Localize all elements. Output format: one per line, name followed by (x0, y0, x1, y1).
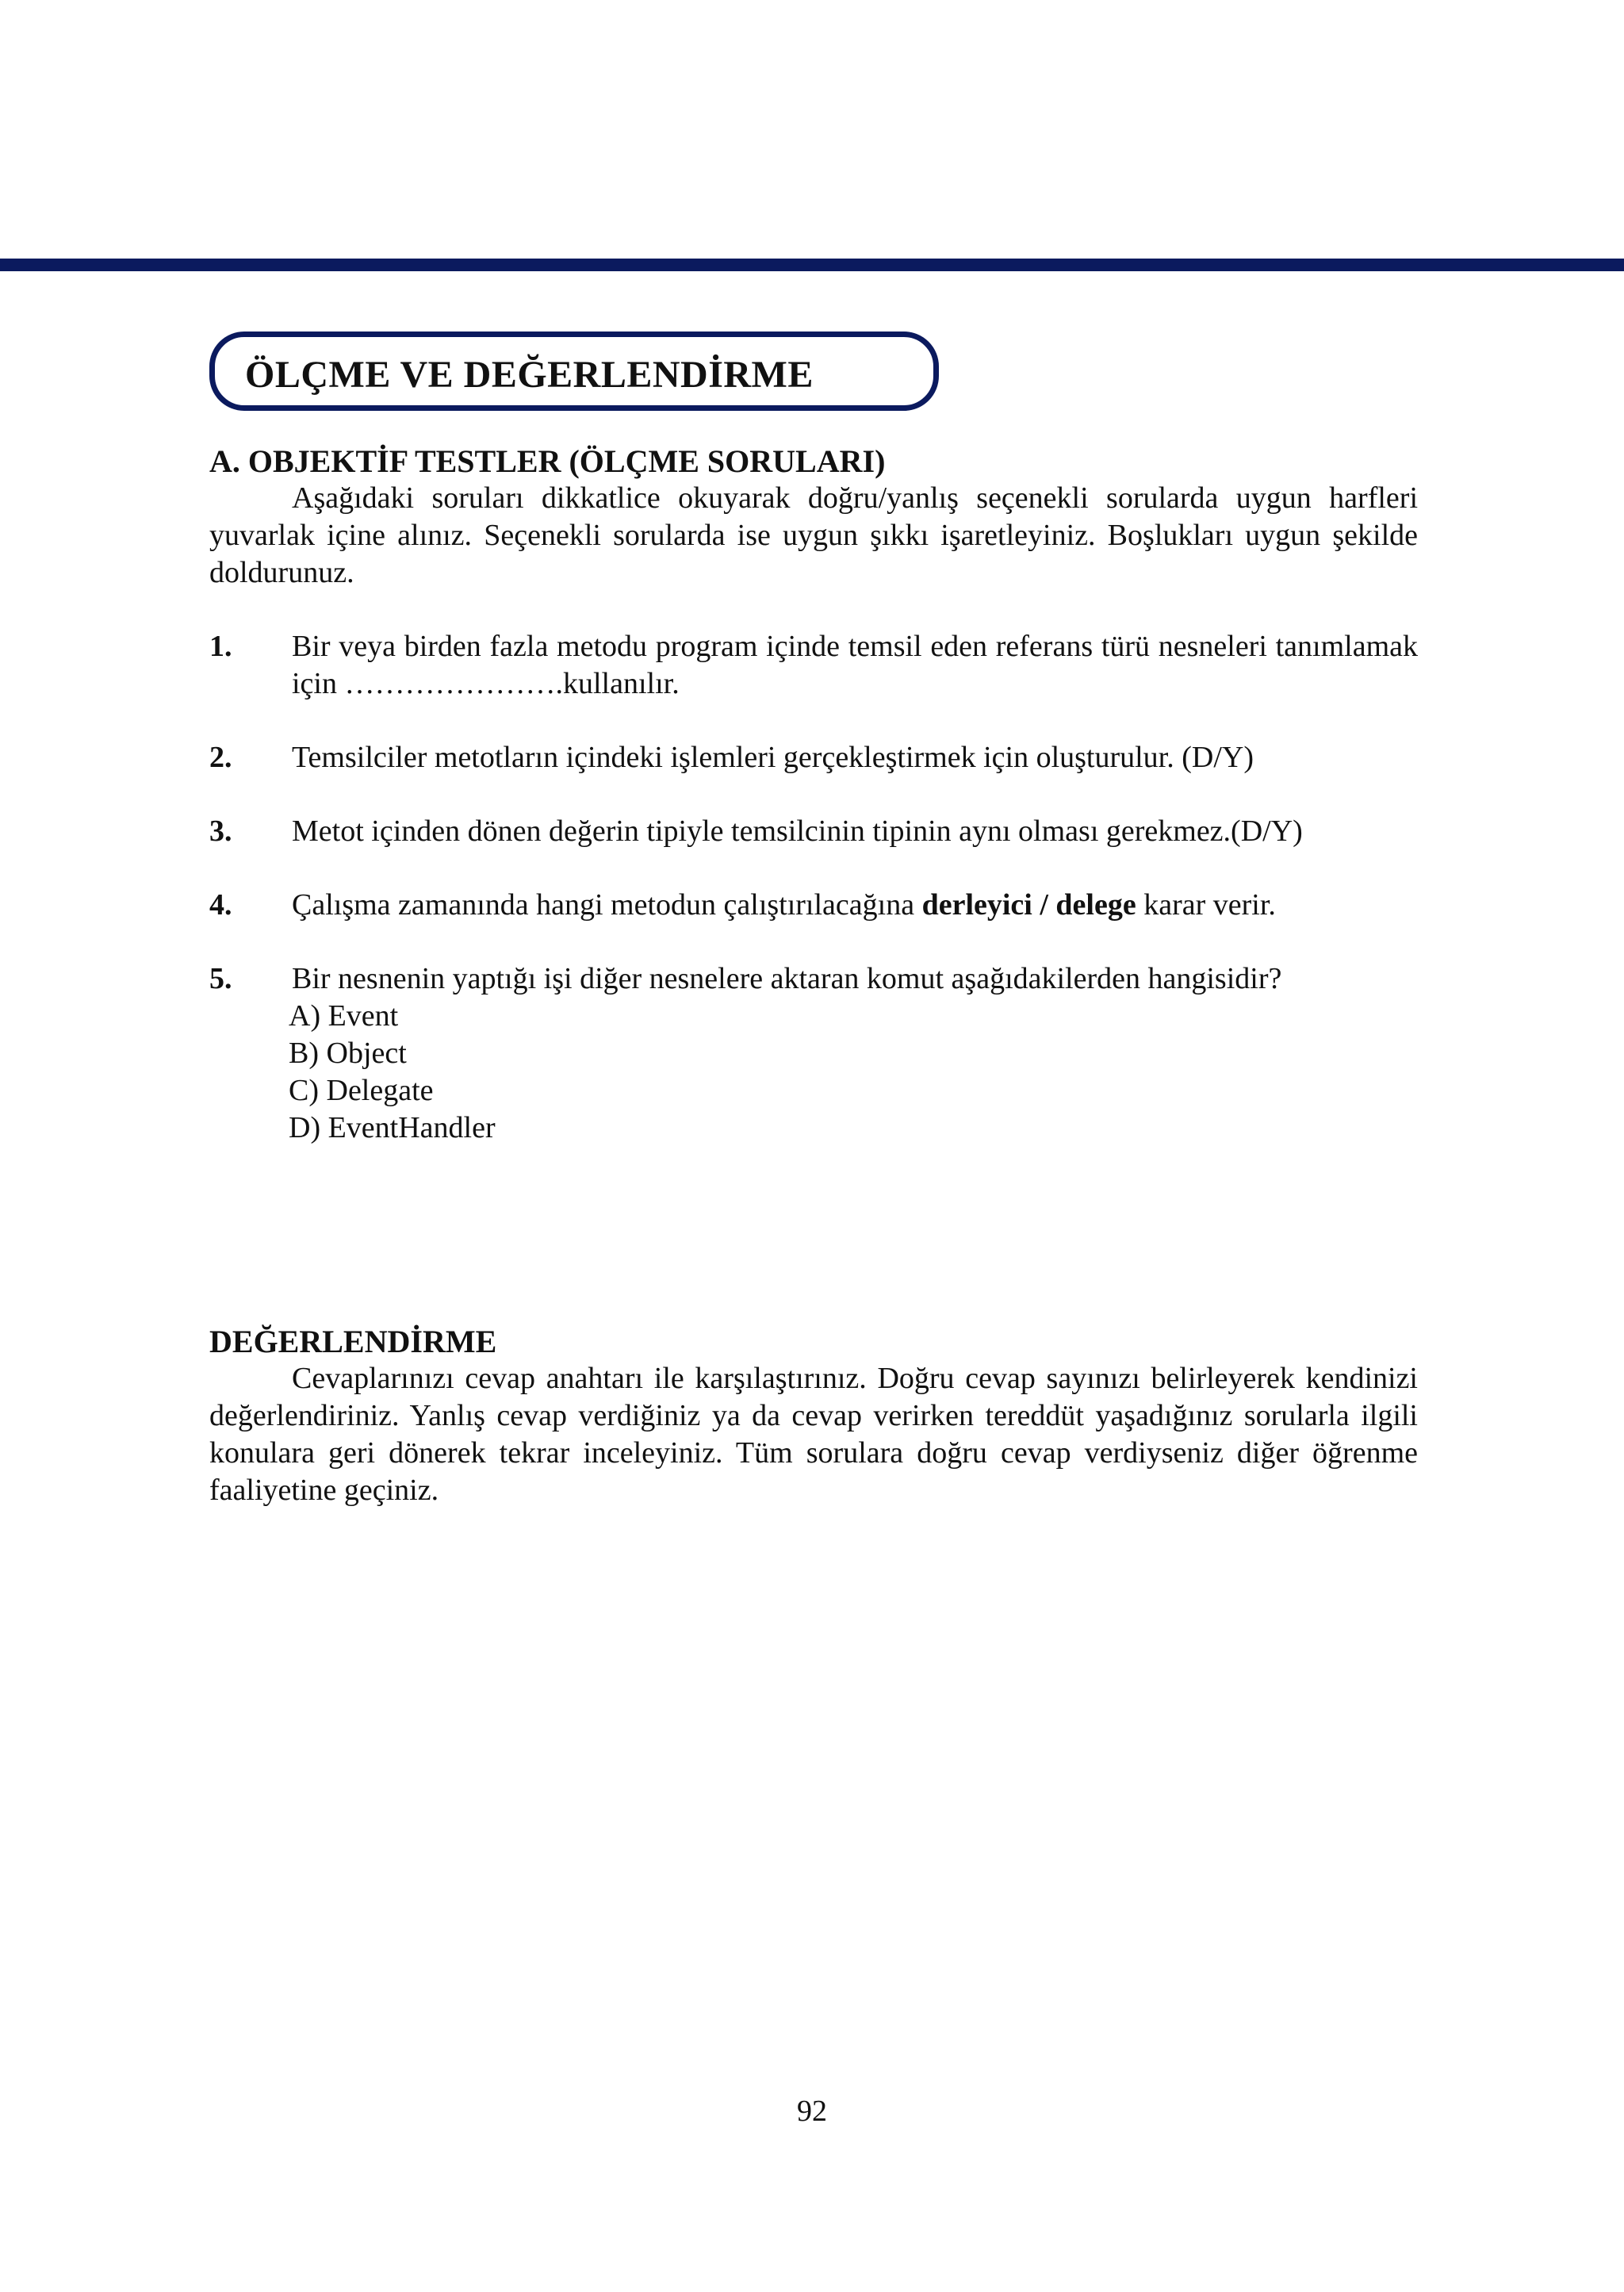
question-text: Temsilciler metotların içindeki işlemleri gerçekleştirmek için oluşturulur. (D/Y) (292, 741, 1254, 774)
page-number: 92 (797, 2095, 827, 2128)
question-text (292, 887, 1418, 924)
question-bold-choice: derleyici / delege (921, 888, 1136, 922)
question-text-before: Çalışma zamanında hangi metodun çalıştırılacağına (292, 888, 922, 922)
question-item (209, 887, 1418, 924)
question-item (209, 739, 1418, 776)
question-item (209, 628, 1418, 703)
question-number: 3. (209, 814, 232, 848)
section-title: A. OBJEKTİF TESTLER (ÖLÇME SORULARI) (209, 443, 886, 479)
evaluation-title: DEĞERLENDİRME (209, 1324, 497, 1359)
question-list (209, 628, 1418, 1147)
question-number: 4. (209, 888, 232, 922)
answer-option-d: D) EventHandler (289, 1111, 496, 1144)
answer-option-a: A) Event (289, 999, 399, 1033)
answer-options (209, 998, 1418, 1147)
question-number: 5. (209, 962, 232, 995)
answer-option-b: B) Object (289, 1037, 407, 1070)
question-text: Metot içinden dönen değerin tipiyle temsilcinin tipinin aynı olması gerekmez.(D/Y) (292, 814, 1303, 848)
instructions-paragraph: Aşağıdaki soruları dikkatlice okuyarak doğru/yanlış seçenekli sorularda uygun harfleri yuvarlak içine alınız. Seçenekli sorularda ise uygun şıkkı işaretleyiniz. Boşlukları uygun şekilde doldurunuz. (209, 481, 1418, 589)
question-item (209, 960, 1418, 998)
answer-option-c: C) Delegate (289, 1074, 434, 1107)
question-item (209, 813, 1418, 850)
question-text: Bir nesnenin yaptığı işi diğer nesnelere aktaran komut aşağıdakilerden hangisidir? (292, 962, 1282, 995)
question-text-after: karar verir. (1136, 888, 1276, 922)
question-text: Bir veya birden fazla metodu program içinde temsil eden referans türü nesneleri tanımlamak için ………………….kullanılır. (292, 630, 1418, 700)
question-number: 1. (209, 630, 232, 663)
question-number: 2. (209, 741, 232, 774)
page-content (209, 332, 1418, 1509)
chapter-title: ÖLÇME VE DEĞERLENDİRME (245, 353, 814, 396)
evaluation-paragraph: Cevaplarınızı cevap anahtarı ile karşılaştırınız. Doğru cevap sayınızı belirleyerek kendinizi değerlendiriniz. Yanlış cevap verdiğiniz ya da cevap verirken tereddüt yaşadığınız sorularla ilgili konulara geri dönerek tekrar inceleyiniz. Tüm sorulara doğru cevap verdiyseniz diğer öğrenme faaliyetine geçiniz. (209, 1362, 1418, 1507)
header-rule (0, 259, 1624, 271)
chapter-title-box (209, 332, 939, 411)
